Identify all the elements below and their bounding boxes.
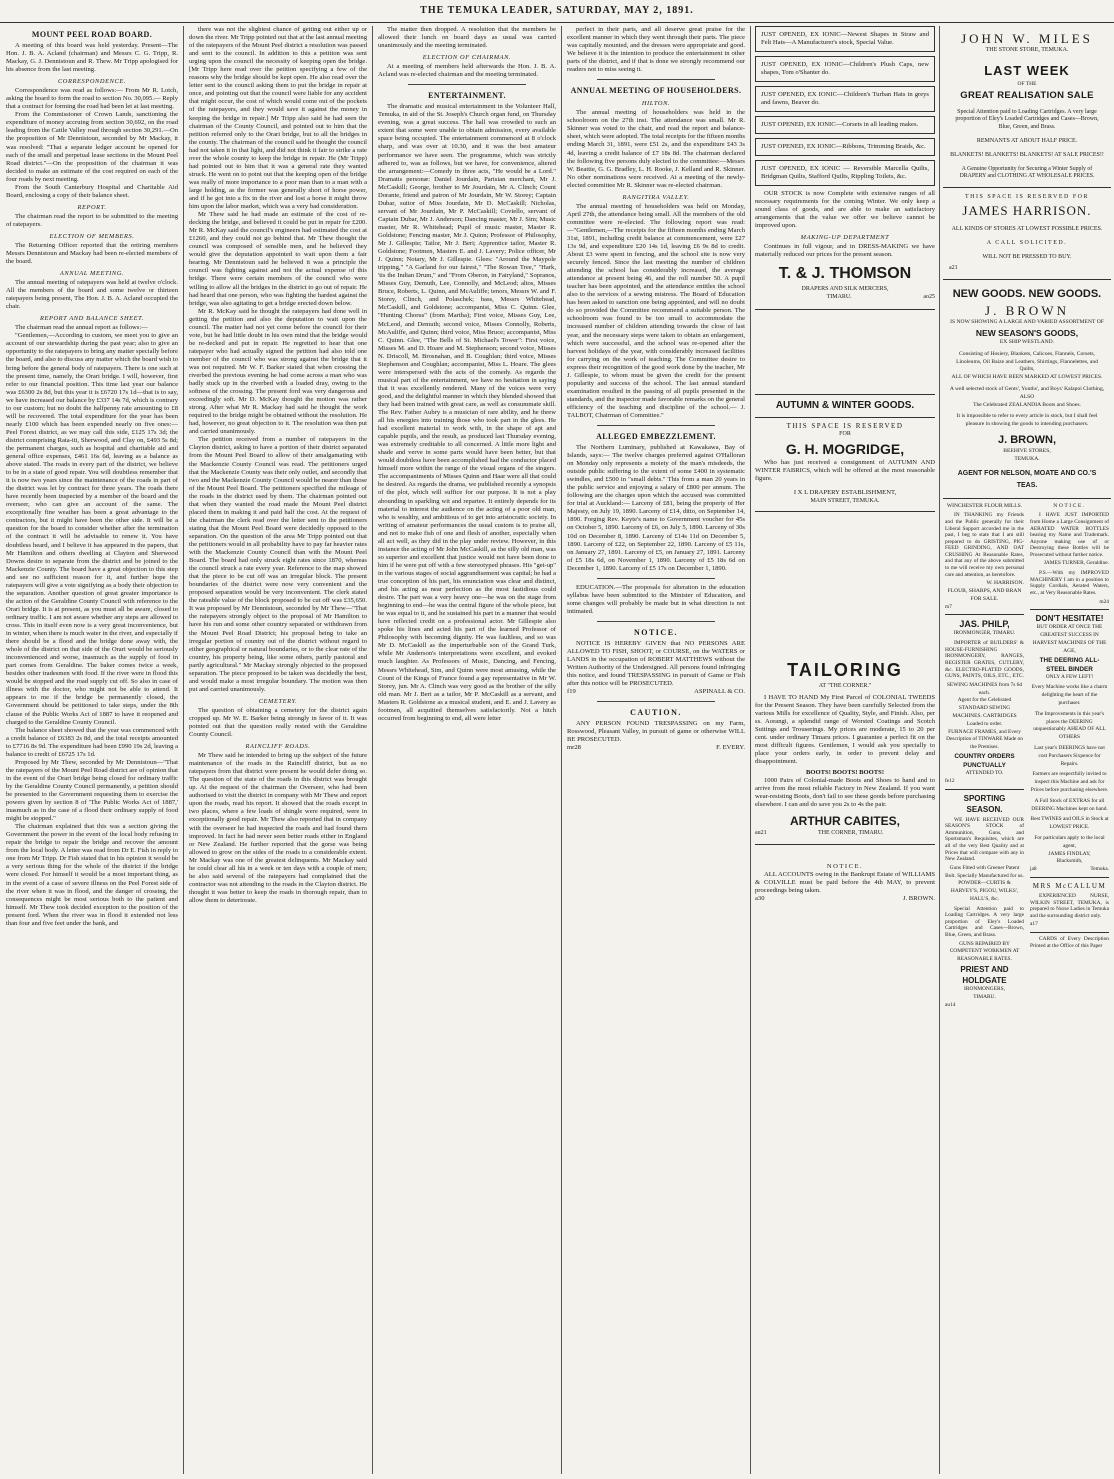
classified-ad: JUST OPENED, EX IONIC—Children's Plush Caps, new shapes, Tom o'Shanter do.	[755, 56, 935, 82]
divider	[1030, 609, 1109, 610]
ad-line: THIS SPACE IS RESERVED	[786, 422, 904, 431]
ad-heading: GREAT REALISATION SALE	[960, 89, 1094, 101]
ad-line: ATTENDED TO.	[965, 769, 1004, 776]
ad-line: Consisting of Hosiery, Blankets, Calicoes, Flannels, Corsets, Linoleums, Oil Baize and Leathers, Shirtings, Flannelettes, and Quilts,	[956, 350, 1098, 373]
advertiser-name: JAMES HARRISON.	[962, 202, 1092, 218]
ad-ref-code: au21	[755, 830, 767, 837]
paragraph: 1000 Pairs of Colonial-made Boots and Shoes to hand and to arrive from the most reliable Factory in New Zealand. If you want wear-resisting Boots, don't fail to see these goods before purchasing elsewhere. I can and do save you 2s to 4s the pair.	[755, 777, 935, 809]
paragraph: P.S.—With my IMPROVED MACHINERY I am in a position to Supply Cordials, Aerated Waters, etc., at Very Reasonable Rates.	[1030, 570, 1109, 597]
divider	[755, 309, 935, 310]
paragraph: ANY PERSON FOUND TRESPASSING on my Farm, Rosswood, Pleasant Valley, in pursuit of game or otherwise WILL BE PROSECUTED.	[567, 720, 745, 744]
small-ads-left	[945, 503, 1024, 1010]
ad-heading: NEW GOODS. NEW GOODS.	[952, 288, 1102, 301]
ad-heading: AUTUMN & WINTER GOODS.	[775, 400, 915, 412]
paragraph: The chairman read the annual report as follows:—	[15, 324, 148, 332]
article-title: ENTERTAINMENT.	[428, 91, 506, 101]
ad-line: IS NOW SHOWING A LARGE AND VARIED ASSORTMENT OF	[950, 319, 1104, 326]
ad-line: ONLY A FEW LEFT!	[1045, 673, 1094, 680]
ad-line: I X L DRAPERY ESTABLISHMENT,	[793, 488, 897, 496]
ad-ref-code: m7	[945, 603, 952, 610]
signature-line	[755, 895, 935, 903]
signature-line	[567, 744, 745, 752]
divider	[945, 614, 1024, 615]
ad-line: AT "THE CORNER."	[818, 682, 872, 689]
ad-line: MAIN STREET, TEMUKA.	[810, 497, 880, 504]
paragraph: From the South Canterbury Hospital and Charitable Aid Board, enclosing a copy of their balance sheet.	[6, 183, 178, 199]
subheading: CEMETERY.	[258, 697, 298, 705]
column-rule	[372, 26, 373, 1474]
ad-ref-code: m24	[1099, 598, 1109, 605]
divider	[408, 84, 526, 85]
ad-line: TIMARU.	[973, 993, 996, 1000]
paragraph: The chairman read the report to be submitted to the meeting of ratepayers.	[6, 212, 178, 228]
ad-ref-code: fe12	[945, 777, 955, 784]
ad-line: Guns Fitted with Greener Patent Bolt. Specially Manufactured for us.	[945, 864, 1024, 879]
ad-james-harrison	[943, 188, 1111, 280]
ad-line: BUT ORDER AT ONCE THE GREATEST SUCCESS IN HARVEST MACHINES OF THE AGE,	[1032, 624, 1107, 654]
paragraph: Mr Thew said he had made an estimate of the cost of re-decking the bridge, and believed it could be put in repair for £200. Mr R. McKay said the council's engineers had estimated the cost at £1260, and they could not go behind that. Mr Thew thought the council was composed of sensible men, and he believed they would give the deputation appointed to wait upon them a fair hearing. Mr Dennistoun said he believed it was a principle the council was fighting against and not the actual expense of this bridge. There were certain members of the council who were willing to allow all the bridges in the district to go out of repair. He had heard that one person, who was fighting the hardest against the bridge, was also agitating to get a bridge erected down below.	[189, 211, 367, 307]
column-rule	[750, 26, 751, 1474]
subheading: RAINCLIFF ROADS.	[245, 743, 311, 751]
ad-heading: TAILORING	[787, 659, 903, 680]
ad-line: TEMUKA.	[1014, 455, 1040, 462]
subheading: ANNUAL MEETING.	[59, 270, 125, 278]
ad-heading: NEW SEASON'S GOODS,	[975, 327, 1079, 338]
ad-john-miles	[943, 26, 1111, 188]
paragraph: The annual meeting of ratepayers was held at twelve o'clock. All the members of the board and some twelve or thirteen ratepayers being present, The Hon. J. B. A. Acland occupied the chair.	[6, 279, 178, 311]
paragraph: IMPORTER of BUILDERS' & HOUSE-FURNISHING IRONMONGERY, RANGES, REGISTER GRATES, CUTLERY, &c. ELECTRO-PLATED GOODS, GUNS, PAINTS, OILS, ETC., ETC.	[945, 640, 1024, 680]
advertiser-name: PRIEST AND HOLDGATE	[960, 965, 1009, 986]
paragraph: CARDS of Every Description Printed at the Office of this Paper	[1030, 936, 1109, 949]
paragraph: From the Commissioner of Crown Lands, sanctioning the expenditure of money accruing from section 30,692, on the road leading from the Cattle Valley road through section 30,291.—On the proposition of Mr Dennistoun, seconded by Mr Mackay, it was resolved: "That a separate ledger account be opened for each of the small and perpetual lease sections in the Mount Peel Road district."—On the proposition of the chairman it was decided to make an estimate of the cost required on each of the four roads by next meeting.	[6, 111, 178, 183]
advertiser-town: Temuka.	[1090, 866, 1109, 873]
advertiser-town: TIMARU.	[826, 294, 852, 301]
article-title: MOUNT PEEL ROAD BOARD.	[31, 30, 153, 39]
paragraph: Correspondence was read as follows:— From Mr R. Lotch, asking the board to form the road to section No. 30,095.— Reply that a contract for forming the road had been let at last meeting.	[6, 87, 178, 111]
advertiser-town-line	[755, 829, 935, 837]
advertiser-name: JAMES FINDLAY,	[1048, 850, 1091, 857]
ad-line: THIS SPACE IS RESERVED FOR	[965, 194, 1089, 201]
paragraph: I HAVE TO HAND My First Parcel of COLONIAL TWEEDS for the Present Season. They have been carefully Selected from the various Mills for excellence of Quality, Style, and Finish. Also, per ss. Aorangi, a splendid range of Worsted Coatings and Scotch Suitings and Trouserings. My prices are moderate, 15 to 20 per cent. under ordinary Timaru prices. I guarantee a perfect fit on the most difficult figures. Gentlemen, I would ask you specially to place your orders early, in order to prevent delay and disappointment.	[755, 693, 935, 766]
small-ads-grid	[943, 499, 1111, 1010]
ad-line: BEEHIVE STORES,	[1003, 447, 1051, 454]
divider	[597, 425, 715, 426]
column-4	[567, 26, 745, 1474]
paragraph: A meeting of this board was held yesterday. Present—The Hon. J. B. A. Acland (chairman) and Messrs C. G. Tripp, R. Mackay, G. J. Dennistoun and R. Thew. Mr Tripp apologised for his absence from the last meeting.	[6, 42, 178, 74]
ad-line: FLOUR, SHARPS, AND BRAN FOR SALE.	[947, 588, 1022, 602]
notice-title: NOTICE.	[826, 862, 864, 870]
ad-line: ALL KINDS OF STORES AT LOWEST POSSIBLE PRICES.	[951, 225, 1103, 232]
advertiser-name: JAS. PHILP,	[959, 619, 1010, 630]
paragraph: The question of obtaining a cemetery for the district again cropped up. Mr W. E. Barker being strongly in favor of it. It was pointed out that the question really rested with the Geraldine County Council.	[189, 706, 367, 739]
ad-line: REMNANTS AT ABOUT HALF PRICE.	[976, 137, 1078, 144]
advertiser-name: G. H. MOGRIDGE,	[785, 440, 905, 457]
divider	[597, 701, 715, 702]
ad-ref-code: a21	[949, 265, 958, 272]
advertiser-address: THE CORNER, TIMARU.	[818, 830, 884, 837]
ad-ref-code: ja8	[1030, 866, 1037, 873]
ad-line: BOOTS! BOOTS! BOOTS!	[805, 769, 885, 777]
divider	[1030, 877, 1109, 878]
ad-heading: LAST WEEK	[984, 62, 1070, 78]
subheading: CORRESPONDENCE.	[57, 78, 127, 86]
ad-line: FURNACE FRAMES, and Every Description of TINWARE Made on the Premises.	[946, 728, 1023, 751]
ad-line: EX SHIP WESTLAND.	[999, 338, 1055, 345]
advertiser-name: ARTHUR CABITES,	[790, 814, 900, 829]
ad-line: A Full Stock of EXTRAS for all DEERING Machines kept on hand.	[1031, 797, 1108, 812]
signature: JAMES TURNER, Geraldine.	[1043, 560, 1109, 567]
notice-title: NOTICE.	[1053, 502, 1086, 509]
paragraph: Mr Thew said he intended to bring up the subject of the future maintenance of the roads in the Raincliff district, but as no ratepayers from that district were present he would defer doing so. The question of the state of the roads in this district was brought up. At the request of the chairman the Overseer, who had been authorised to visit the district in company with Mr Thew and report upon the roads, read his report. It showed that the roads except in two places, where a few loads of shingle were required, were in exceptionally good repair. Mr Thew also reported that in company with the overseer he had inspected the roads and had found them improved. In fact he had never seen better roads either in England or New Zealand. He further reported that the gorse was being allowed to grow on the sides of the roads to a considerable extent. Mr Mackay was one of the greatest delinquents. Mr Mackay said he could clear all his in a week or ten days with a couple of men; he also said several of the ratepayers had complained that the contractor was not attending to the roads in the Clayton district. He thought it was better to keep the roads in thorough repair, than to allow them to deteriorate.	[189, 752, 367, 904]
paragraph: ALL ACCOUNTS owing in the Bankrupt Estate of WILLIAMS & COLVILLE must be paid before the 4th MAY, to prevent proceedings being taken.	[755, 870, 935, 894]
ad-line: Agent for the Celebrated STANDARD SEWING MACHINES. CARTRIDGES Loaded to order.	[952, 697, 1017, 727]
column-2	[189, 26, 367, 1474]
paragraph: "Gentlemen,—According to custom, we meet you to give an account of our stewardship during the past year; also to give an opportunity to the ratepayers to bring any matter specially before the board, and also to discuss any matter which the board wish to bring before the general body of ratepayers. There is one such at the present time, namely, the Orari bridge. I will, however, first refer to our financial position. This time last year our balance was £6300 2s 8d, but this year it is £6720 17s 1d—that is to say, we have increased our balance by £337 14s 7d, which is contrary to our custom; but no doubt the halfpenny rate amounting to £8 will be recovered. The total expenditure for the year has been nearly £100 which has been expended nearly on five ones:—Peel Forest district, as we may call this side, £125 17s 3d; the district comprising Rata-iti, Sherwood, and Clay on, £493 5s 8d; the permanent charges, such as hospital and charitable aid and general office expenses, £461 16s 6d, leaving as a balance as above stated. The roads in every part of the district, we believe to be in a state of good repair. You will doubtless remember that it is now two years since the maintenance of the roads in part of the district was let by contract for three years. The roads there have recently been inspected by a member of the board and the overseer, who can give an account of the same. The exceptionally fine weather has been a great advantage to the contractors, but it might have been the other side. It will be a question for the board to consider whether after the termination of the contract it will be advisable to renew it. You have doubtless heard, and I believe it has appeared in the papers, that Mr Hamilton and others dwelling at Clayton and Sherwood Downs desire to separate from the district and be joined to the Mackenzie County. The board have a great objection to this step and see no sufficient reason for it, and further hope the ratepayers will give a vote signifying as a body their objection to the separation. Another question of great greater importance is the action of the Geraldine County Council with reference to the Orari bridge. It is at present, as you must all be aware, closed to ordinary traffic. I am not aware whether any steps are allowed to cross. This in itself even now is a very great inconvenience, but in winter, when there is much water in the river, and especially if there should be a flood and the bridge done away with, the whole of the district on that side of the Orari would be seriously inconvenienced and worse, inasmuch as the supply of food in part comes from Geraldine. The baker comes twice a week, besides other tradesmen with food. If the river were in flood this would be stopped and the road supply cut off. So also in case of illness with the doctor, who might not be able to attend. It appears to me if the bridge be permanently closed, the Government should be petitioned to take steps, under the 8th clause of the Public Works Act of 1887 to have it reopened and charged to the Geraldine County Council.	[6, 332, 178, 726]
ad-line: FOR	[839, 431, 851, 438]
classified-ad: JUST OPENED, EX IONIC—Children's Turban Hats in greys and fawns, Beaver do.	[755, 86, 935, 112]
classified-ad: JUST OPENED, EX IONIC — Reversible Marcella Quilts, Bridgman Quilts, Stafford Quilts, Rippling Toilets, &c.	[755, 160, 935, 186]
paragraph: Mr R. McKay said he thought the ratepayers had done well in getting the petition and also the deputation to wait upon the council. The matter had not yet come before the council for their vote, but he had little doubt in his own mind that the bridge would be re-decked and put in repair. He regretted to hear that one ratepayer who had actually signed the petition had also told one member of the council who was strong against the bridge that it was not required. Mr W. F. Barker stated that when crossing the riverbed the previous evening he had come across a man who was badly stuck up in the riverbed with a loaded dray, owing to the softness of the crossing. The present ford was very dangerous and exceedingly soft. Mr D. McKay thought the motion was rather strong. After what Mr R. Mackay had said he thought the work required to the bridge might be obtained without the resolution. He had, however, no great objection to it. The resolution was then put and carried unanimously.	[189, 307, 367, 436]
ad-line: Blacksmith,	[1056, 858, 1083, 865]
ad-heading: WINCHESTER FLOUR MILLS.	[946, 502, 1023, 509]
paragraph: The petition received from a number of ratepayers in the Clayton district, asking to have a portion of their district separated from the Mount Peel Board to allow of their amalgamating with the Mackenzie County Council was read. The petitioners urged that the Mackenzie County was their only outlet, and secondly that two and the Mackenzie County Council would be nearer than those of the Mount Peel Board. The petitioners specified the mileage of the roads in the district used by them. The chairman pointed out that when they wanted the road made the Mount Peel district placed them in making it and paid half the cost. At the request of the chairman the clerk read over the letter sent to the petitioners stating that the Mount Peel Board were decidedly opposed to the separation. On the question of the area Mr Tripp pointed out that the petitioners would in all probability have to pay far heavier rates with the Mackenzie County Council than with the Mount Peel Board. The board had only struck eight rates since 1870, whereas the council struck a rate every year. Reference to the map showed that the piece to be cut off was an irregular block. The present boundaries of the district were now very convenient and the proposed separation would be very inconvenient. The clerk stated the rateable value of the block proposed to be cut off was £35,650. It was proposed by Mr Dennistoun, seconded by Mr Thew—"That the ratepayers strongly object to the proposal of Mr Hamilton to have his run and some other country separated or withdrawn from the Mount Peel Road District; his proposal being to take an irregular portion of country out of the district without regard to either geographical or natural boundaries, or to the clear rate of the country, his property being, like some others, partly pastoral and partly agricultural." Mr Mackay strongly objected to the proposed separation. The piece proposed to be taken was decidedly the best, and would make a most irregular boundary. The motion was then put and carried unanimously.	[189, 436, 367, 693]
ad-line: POWDER—CURTIS & HARVEY'S, PIGOU, WILKS', HALL'S, &c.	[950, 880, 1019, 902]
divider	[597, 79, 715, 80]
paragraph: Continues in full vigour, and in DRESS-MAKING we have materially reduced our prices for the present season.	[755, 243, 935, 259]
ad-heading: SPORTING SEASON.	[963, 793, 1006, 814]
ad-line: The Improvements in this year's places the DEERING unquestionably AHEAD OF ALL OTHERS	[1033, 710, 1106, 741]
subheading: RANGITIRA VALLEY.	[622, 193, 690, 201]
advertiser-name: JOHN W. MILES	[961, 31, 1093, 46]
paragraph: I HAVE JUST IMPORTED from Home a Large Consignment of AERATED WATER BOTTLES bearing my Name and Trademark. Anyone making use of or Destroying these Bottles will be Prosecuted without further notice.	[1030, 512, 1109, 558]
paragraph: The annual meeting of householders was held in the schoolroom on the 27th inst. The attendance was small. Mr R. Skinner was voted to the chair, and read the report and balance-sheet, which were adopted. The total receipts for the fifteen months ending March 31, 1891, were £51 2s, and the expenditure £43 3s 4d, leaving a credit balance of £7 18s 8d. The chairman declared the following five persons duly elected to the committee:—Messrs W. Beattie, G. G. Bradley, L. H. Rooke, J. Kelland and R. Skinner. No other nominations were received. At a meeting of the newly-elected committee Mr R. Skinner was re-elected chairman.	[567, 109, 745, 189]
ad-j-brown	[943, 280, 1111, 498]
advertiser-name: J. BROWN	[985, 303, 1069, 319]
column-rule	[183, 26, 184, 1474]
classified-ad: JUST OPENED, EX IONIC—Newest Shapes in Straw and Felt Hats—A Manufacturer's stock, Special Value.	[755, 26, 935, 52]
ad-line: A well selected stock of Gents', Youths', and Boys' Kalapoi Clothing,	[949, 385, 1105, 392]
subheading: MAKING-UP DEPARTMENT	[800, 234, 890, 242]
subheading: ELECTION OF MEMBERS.	[49, 232, 135, 240]
ad-line: IRONMONGERS,	[964, 986, 1005, 993]
notice-title: NOTICE.	[633, 627, 679, 637]
advertiser-town-line	[755, 293, 935, 301]
column-6-ads	[943, 26, 1111, 1474]
ad-line: GUNS REPAIRED BY COMPETENT WORKMEN AT REASONABLE RATES.	[949, 940, 1020, 963]
ad-line: Best TWINES and OILS in Stock at LOWEST PRICE.	[1030, 816, 1109, 831]
subheading: HILTON.	[641, 100, 671, 108]
paragraph: The annual meeting of householders was held on Monday, April 27th, the attendance being small. All the members of the old committee were re-elected. The following report was read:—"Gentlemen,—The receipts for the fifteen months ending March 31st, 1891, including credit balance at commencement, were £27 13s 9d, and expenditure £20 14s 1d, leaving £6 9s 8d to credit. About £3 were spent in fencing, and the school site is now very securely fenced. Since the last meeting the number of children attending the school has considerably increased, the average attendance at present being 46, and the roll number 50. A pupil teacher has been appointed, and the attendance entitles the school also to the services of a sewing mistress. The Board of Education has been asked to sanction one being appointed, and will no doubt do so provided the Committee recommend a suitable person. The schoolroom was found to be too small to accommodate the increased number of children attending towards the close of last year, and the necessary steps were taken to obtain an enlargement, which were successful, and the school was re-opened after the harvest holidays of the year, with considerably increased facilities for carrying on the work of teaching. The Committee desire to express their recognition of the good work done by the teacher, Mr J. Gillespie, to whom must be given the credit for the present popularity and success of the school. The last annual standard examination resulted in the passing of all pupils presented in the standards, and the inspector made favorable remarks on the general efficiency of the teaching and discipline of the school.— J. TALBOT, Chairman of Committee."	[567, 202, 745, 419]
paragraph: The Returning Officer reported that the retiring members Messrs Dennistoun and Mackay had been re-elected members of the board.	[6, 241, 178, 266]
ad-heading: THE DEERING ALL-STEEL BINDER	[1039, 656, 1100, 673]
classified-ad: JUST OPENED, EX IONIC—Ribbons, Trimming Braids, &c.	[755, 138, 935, 156]
ad-line: SEWING MACHINES from 7s 6d each.	[946, 681, 1023, 696]
paragraph: The Northern Luminary, published at Kawakawa, Bay of Islands, says:— The twelve charges preferred against O'Halloran on Monday only represents a moiety of the man's misdeeds, the outside public suffering to the extent of some £400 in systematic swindles, and £500 in "small debts." This from a man 20 years in the public service and enjoying a salary of £800 per annum. The following are the charges upon which the accused was committed for trial at Auckland:— Larceny of £81, being the property of Her Majesty, on July 19, 1890. Larceny of £14, ditto, on September 14, 1890. Forging Rev. Keyte's name to Government voucher for 45s on October 5, 1890. Larceny of £6, on July 5, 1890. Larceny of 30s 10d on December 8, 1890. Larceny of £14s 11d on December 5, 1890. Larceny of £22, on September 22, 1890. Larceny of £5 11s, on January 27, 1891. Larceny of £5, on January 27, 1891. Larceny of £5 18s 6d, on November 1, 1890. Larceny of £5 18s 6d on December 1, 1890. Larceny of £5 17s on December 1, 1890.	[567, 444, 745, 572]
advertiser-name: T. & J. THOMSON	[778, 265, 912, 283]
divider	[755, 844, 935, 845]
ad-line: ALSO	[1019, 393, 1035, 400]
ad-line: The Celebrated ZEALANDIA Boots and Shoes.	[973, 401, 1081, 408]
ad-line: WILL NOT BE PRESSED TO BUY.	[982, 253, 1072, 260]
ad-ref-code: f19	[567, 688, 576, 696]
paragraph: The balance sheet showed that the year was commenced with a credit balance of £6383 2s 8d, and the total receipts amounted to £7716 8s 9d. The expenditure had been £990 19s 2d, leaving a balance to credit of £6725 17s 1d.	[6, 726, 178, 758]
advertiser-town-line	[1030, 866, 1109, 874]
signature: W. HARRISON.	[986, 580, 1024, 587]
divider	[945, 789, 1024, 790]
paragraph: perfect in their parts, and all deserve great praise for the excellent manner in which they went through their parts. The piece was capitally mounted, and the dresses were appropriate and good. We believe it is the intention to produce the entertainment in other parts of the district, and if that is done we strongly recommend our readers not to miss seeing it.	[567, 26, 745, 74]
advertiser-subtitle: THE STONE STORE, TEMUKA.	[985, 47, 1069, 53]
column-5-ads	[755, 26, 935, 1474]
ad-line: OF THE	[1017, 80, 1037, 87]
signature: J. BROWN.	[902, 894, 935, 902]
subheading: REPORT AND BALANCE SHEET.	[39, 315, 145, 323]
paragraph: IN THANKING my Friends and the Public generally for their Liberal Support accorded me in the past, I beg to state that I am still prepared to do GRISTING, PIG-FEED GRINDING, AND OAT CRUSHING At Reasonable Rates, and that any of the above submitted to me will receive my own personal care and attention, as heretofore.	[945, 512, 1024, 578]
subheading: ELECTION OF CHAIRMAN.	[422, 54, 512, 62]
ad-line: Special Attention paid to Loading Cartridges. A very large proportion of Eley's Loaded Cartridges and Cases—Brown, Blue, Green, and Brass.	[955, 108, 1099, 131]
small-ads-right	[1030, 503, 1109, 1010]
ad-line: For particulars apply to the local agent,	[1034, 834, 1105, 849]
divider	[755, 417, 935, 418]
ad-ref-code: a17	[1030, 921, 1038, 928]
ad-ref-code: mr28	[567, 744, 581, 752]
divider	[755, 394, 935, 395]
ad-heading: COUNTRY ORDERS PUNCTUALLY	[954, 752, 1015, 769]
ad-line: ALL OF WHICH HAVE BEEN MARKED AT LOWEST PRICES.	[951, 374, 1103, 381]
paragraph: NOTICE IS HEREBY GIVEN that NO PERSONS ARE ALLOWED TO FISH, SHOOT, or COURSE, on the WATERS or LANDS in the occupation of ROBERT MATTHEWS without the Written Authority of the Undersigned. All persons found infringing this notice, and found TRESPASSING in pursuit of Game or Fish after this notice will be PROSECUTED.	[567, 639, 745, 688]
paragraph: EDUCATION.—The proposals for alteration in the education syllabus have been submitted to the Minister of Education, and some changes will probably be made but in what direction is not intimated.	[567, 583, 745, 615]
classified-ad: JUST OPENED, EX IONIC—Corsets in all leading makes.	[755, 116, 935, 134]
ad-line: A CALL SOLICITED.	[986, 239, 1068, 246]
divider	[755, 511, 935, 512]
paragraph: there was not the slightest chance of getting out either up or down the river. Mr Tripp pointed out that at the last annual meeting of the ratepayers of the Mount Peel district a resolution was passed and sent to the council. In addition to this a petition was sent urging upon the council the necessity of keeping open the bridge. [Mr Tripp here read over the petition specifying a few of the reasons why the bridge should be kept open. He also read over the letter sent to the council asking them to put the bridge in repair at once, and pointing out that the council were liable for any accident that might occur, the cost of which would come out of the pockets of the ratepayers, and they would save it against the money in keeping the bridge in repair.] Mr Tripp also said he had seen the chairman of the County Council, and pointed out to him that the petition referred only to the Orari bridge, but to all the bridges in the county. The chairman of the council said he thought the council had not taken it in that light, and did not think it fair to strike a rate over the whole county to keep the bridge in repair. He (Mr Tripp) had pointed out to him that it was a general rate they wanted struck. He went on to point out that the keeping open of the bridge was really of more importance to a poor man than to a man with a large holding, as the former was generally short of horse power, and if he got into a fix in the river and lost a horse it might throw him upon the labor market, which was a very bad consideration.	[189, 26, 367, 211]
advertiser-name: J. BROWN,	[997, 433, 1057, 446]
article-title: ALLEGED EMBEZZLEMENT.	[596, 432, 716, 442]
ad-ref-code: ao25	[923, 294, 935, 301]
paragraph: WE HAVE RECEIVED OUR SEASON'S STOCK of Ammunition, Guns, and Sportsman's Requisites, which are all of the very Best Quality and at Prices that will compare with any in New Zealand.	[945, 816, 1024, 863]
paragraph: OUR STOCK is now Complete with extensive ranges of all necessary requirements for the coming Winter. We only keep a sound class of goods, and are able to make an satisfactory arrangements that the value we offer we believe cannot be improved upon.	[755, 190, 935, 230]
ad-line: Every Machine works like a charm delighting the heart of the purchaser.	[1031, 684, 1108, 707]
masthead: THE TEMUKA LEADER, SATURDAY, MAY 2, 1891.	[0, 0, 1114, 23]
ad-line: It is impossible to refer to every article in stock, but I shall feel pleasure in showing the goods to intending purchasers.	[956, 413, 1098, 428]
column-3	[378, 26, 556, 1474]
signature: F. EVERY.	[716, 744, 745, 752]
ad-line: Farmers are respectfully invited to inspect this Machine and ask for Prices before purchasing elsewhere.	[1030, 771, 1109, 793]
paragraph: Who has just received a consignment of AUTUMN AND WINTER FABRICS, which will be offered at the most reasonable figure.	[755, 458, 935, 482]
advertiser-subtitle: DRAPERS AND SILK MERCERS,	[801, 286, 889, 293]
advertiser-subtitle: IRONMONGER, TIMARU.	[953, 630, 1016, 637]
advertiser-name: MRS McCALLUM	[1032, 881, 1107, 890]
notice-title: CAUTION.	[630, 708, 682, 718]
ad-line: A Genuine Opportunity for Securing a Winter Supply of DRAPERY and CLOTHING AT WHOLESALE PRICES.	[959, 165, 1095, 180]
article-title: ANNUAL MEETING OF HOUSEHOLDERS.	[570, 86, 742, 96]
divider	[597, 621, 715, 622]
divider	[1030, 932, 1109, 933]
ad-heading: AGENT FOR NELSON, MOATE AND CO.'S TEAS.	[957, 469, 1097, 489]
column-rule	[939, 26, 940, 1474]
ad-ref-code: a30	[755, 894, 765, 902]
subheading: REPORT.	[77, 203, 107, 211]
ad-line: Last year's DEERINGS have not cost Purchasers Sixpence for Repairs.	[1034, 745, 1105, 767]
paragraph: At a meeting of members held afterwards the Hon. J. B. A. Acland was re-elected chairman and the meeting terminated.	[378, 63, 556, 79]
paragraph: Special Attention paid to Loading Cartridges. A very large proportion of Eley's Loaded Cartridges and Cases—Brown, Blue, Green, and Brass.	[945, 905, 1024, 939]
ad-ref-code: au14	[945, 1001, 956, 1008]
divider	[597, 578, 715, 579]
paragraph: EXPERIENCED NURSE, WILKIN STREET, TEMUKA, is prepared to Nurse Ladies in Temuka and the surrounding district only.	[1030, 892, 1109, 919]
paragraph: The matter then dropped. A resolution that the members be allowed their lunch on board days as usual was carried unanimously and the meeting terminated.	[378, 26, 556, 50]
column-1	[6, 26, 178, 1474]
ex-ionic-ads	[755, 26, 935, 186]
paragraph: The dramatic and musical entertainment in the Volunteer Hall, Temuka, in aid of the St. Joseph's Church organ fund, on Thursday evening, was a great success. The hall was crowded to such an extent that some were unable to obtain admission, every available space being occupied. The entertainment commenced at 8 o'clock sharp, and was over at 10.30, and it was the best amateur performance we have seen. The programme, which was strictly adhered to, was as follows, but we have, for convenience, altered the arrangement:—Comedy in three acts, "He would be a Lord." Dramatis personæ: Daniel Jourdain, Parisian merchant, Mr J. McCaskill; George, brother to Mr Jourdain, Mr A. Clinch; Count Dorante, friend and patron of Mr Jourdain, Mr W. Storey; Captain Dubar, suitor of Miss Jourdain, Mr D. McCaskill; Nicholas, servant of Mr Jourdain, Mr P. McCaskill; Coviello, servant of Captain Dubar, Mr J. Anderson; Dancing master, Mr J. Sim; Music master, Mr R. Whitehead; Pupil of music master, Master R. Goldstone; Fencing master, Mr J. Quinn; Professor of Philosophy, Mr J. Gillespie; Tailor, Mr J. Beri; Apprentice tailor, Master R. Goldstone; Footmen, Masters E. and J. Lavery; Police officer, Mr J. Quinn; Notary, Mr J. Gillespie. Glees: "Around the Maypole tripping," "A Garland for our fairest," "The Rowan Tree," "Hark, 'tis the Indian Drum," and "From Oberon, in Fairyland," Sopranos, Misses Guy, Demuth, Lee, Connolly, and McLeod; altos, Misses Bruce, Roberts, L. Quinn, and McAuliffe; tenors, Messrs W. and F. Storey, Clinch, and Polaschek; bass, Messrs Whitehead, McCaskill, and Goldstone; accompanist, Miss C. Quinn. Glee, "Hunting Chorus" (from Martha); First voice, Misses Guy, Lee, McLeod, and Demuth; second voice, Misses Connolly, Roberts, McAuliffe, and Quinn; third voice, Miss Bruce; accompanist, Miss C. Quinn. Glee, "The Bells of St. Michael's Tower": First voice, Misses M. and D. Hoare and M. Stephenson; second voice, Misses N. Driscoll, M. Brosnahan, and B. Coughlan; third voice, Misses Stephenson and Coughlan; accompanist, Miss L. Hoare. The glees were interspersed with the acts of the comedy. As regards the musical part of the entertainment, we have no hesitation in saying that it was excellently rendered. Many of the voices were very good, and the delightful manner in which they blended showed that they had been trained with great care, as well as consummate skill. The Rev. Father Aubry is a musician of rare ability, and he threw all his energies into training those who took part in the glees. He had excellent material to work with, in the shape of apt and capable pupils, and the result, as produced last Thursday evening, was extremely creditable to all concerned. A little more light and shade and verve in some parts would have been better, but that would doubtless have been accomplished had the conductor placed himself more within the range of the visual organs of the singers. The accompaniments of Misses Quinn and Haar were all that could be desired. As regards the drama, we published recently a synopsis of the plot, which will suffice for our purpose. It is not a play abounding in sparkling wit and repartee. It entirely depends for its material to interest the audience on the acting of a poor old man, who is wealthy, and ambitious of to get into aristocratic society. In writing of amateur performances the usual custom is to praise all, and not to make fish of one and flesh of another, especially when all act well, as they did in the play under review. However, in this instance the acting of Mr John McCaskill, as the silly old man, was so superior and excellent that justice would not have been done to him if he were put off with a few stereotyped phrases. His "get-up" in the various stages of social aggrandisement was capital; he had a true conception of his part, his enunciation was clear and distinct, and his acting as near perfection as the most fastidious could desire. The part was a very heavy one—he was on the stage from beginning to end—he was the central figure of the whole piece, but he was equal to it, and he sustained his part in a manner that would have reflected credit on a professional actor. Mr Gillespie also spoke his lines and acted his part of the learned Professor of Philosophy with becoming dignity. He was faultless, and so was Mr D. McCaskill as the imperturbable son of the Grand Turk, while Mr Anderson's interpretations were excellent, and evoked much laughter. As Professors of Music, Dancing, and Fencing, Messrs Whitehead, Sim, and Quinn were most amusing, while the Count of the Kings of France found a gay representative in Mr W. Storey, jun. Mr A. Clinch was very good as the brother of the silly old man. Mr J. Beri as a tailor, Mr P. McCaskill as a servant, and Masters R. Goldstone as a musical student, and E. and J. Lavery as footmen, all acquitted themselves satisfactorily. Not a hitch occurred from beginning to end, all were letter	[378, 103, 556, 722]
column-rule	[561, 26, 562, 1474]
ad-heading: DON'T HESITATE!	[1035, 614, 1104, 624]
signature: ASPINALL & CO.	[694, 688, 745, 696]
paragraph: The chairman explained that this was a section giving the Government the power in the event of the local body refusing to repair the bridge to repair the bridge and recover the amount from the local body. A letter was read from Dr E. Fish in reply to one from Mr Tripp. Dr Fish stated that in his opinion it would be a very serious thing for the whole of the district if the bridge were closed. For himself it would be a most important thing, as in the event of a case of severe illness on the Peel Forest side of the river when it was in flood, and the danger of crossing, the consequences might be most serious both to the patient and himself. Mr Thew took decided exception to the position of the present ford. When the river was in flood it extended not less than four and five feet under the bank, and	[6, 823, 178, 927]
signature-line	[567, 688, 745, 696]
paragraph: Proposed by Mr Thew, seconded by Mr Dennistoun—"That the ratepayers of the Mount Peel Road district are of opinion that in the event of the Orari bridge being closed for ordinary traffic by the Geraldine County Council permanently, a petition should be presented to the Government requesting them to exercise the powers given by section 8 of 'The Public Works Act of 1887,' inasmuch as in the case of a flood their ordinary supply of food might be stopped."	[6, 758, 178, 823]
ad-line: BLANKETS! BLANKETS! BLANKETS! AT SALE PRICES!!	[950, 151, 1104, 158]
